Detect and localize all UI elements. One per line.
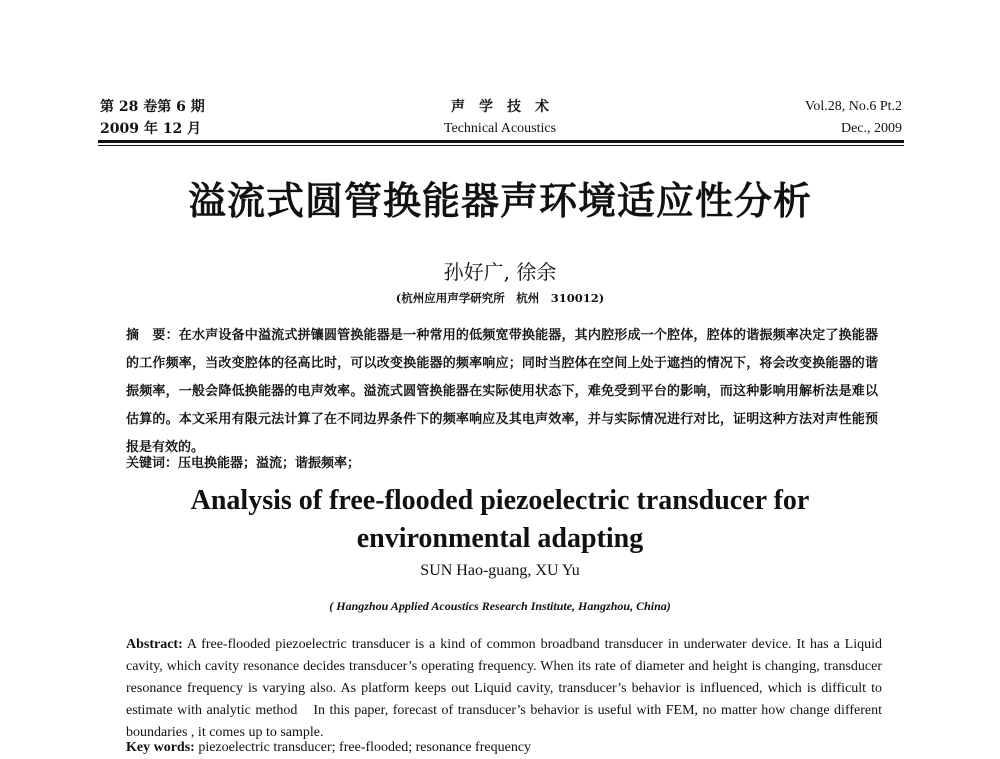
date-zh: 2009 年 12 月	[100, 121, 202, 137]
authors-zh: 孙好广, 徐余	[443, 260, 557, 284]
title-en	[0, 482, 1000, 558]
abstract-en-label: Abstract:	[126, 637, 183, 652]
keywords-en	[126, 739, 531, 757]
journal-name-zh: 声 学 技 术	[451, 99, 549, 115]
title-en-line2: environmental adapting	[356, 523, 644, 554]
keywords-en-text: piezoelectric transducer; free-flooded; resonance frequency	[194, 740, 532, 755]
title-en-line1: Analysis of free-flooded piezoelectric transducer for	[190, 485, 810, 516]
keywords-zh	[126, 452, 360, 471]
keywords-zh-text: 压电换能器；溢流；谐振频率；	[178, 456, 361, 471]
abstract-zh-text: 在水声设备中溢流式拼镶圆管换能器是一种常用的低频宽带换能器，其内腔形成一个腔体，腔体的谐振频率决定了换能器的工作频率，当改变腔体的径高比时，可以改变换能器的频率响应；同时当腔体在空间上处于遮挡的情况下，将会改变换能器的谐振频率，一般会降低换能器的电声效率。溢流式圆管换能器在实际使用状态下，难免受到平台的影响，而这种影响用解析法是难以估算的。本文采用有限元法计算了在不同边界条件下的频率响应及其电声效率，并与实际情况进行对比，证明这种方法对声性能预报是有效的。	[126, 328, 878, 455]
volume-issue-en: Vol.28, No.6 Pt.2	[805, 99, 902, 114]
affiliation-en: ( Hangzhou Applied Acoustics Research Institute, Hangzhou, China)	[329, 599, 671, 613]
abstract-zh	[126, 322, 878, 462]
keywords-zh-label: 关键词：	[126, 456, 179, 471]
abstract-zh-label: 摘 要：	[126, 328, 179, 343]
date-en: Dec., 2009	[840, 121, 902, 136]
authors-en: SUN Hao-guang, XU Yu	[420, 562, 580, 579]
affiliation-zh: (杭州应用声学研究所 杭州 310012)	[395, 291, 605, 305]
keywords-en-label: Key words:	[126, 740, 195, 755]
header-rule-thin	[98, 145, 904, 146]
journal-volume-en	[805, 96, 902, 140]
abstract-en-text: A free-flooded piezoelectric transducer is a kind of common broadband transducer in underwater device. It has a Liquid cavity, which cavity resonance decides transducer’s operating frequency. When its rate of diameter and height is changing, transducer resonance frequency is varying also. As platform keeps out Liquid cavity, transducer’s behavior is influenced, which is difficult to estimate with analytic method In this paper, forecast of transducer’s behavior is useful with FEM, no matter how change different boundaries , it comes up to sample.	[126, 637, 882, 740]
header-rule-thick	[98, 140, 904, 143]
volume-issue-zh: 第 28 卷第 6 期	[100, 99, 205, 115]
journal-name-en: Technical Acoustics	[443, 121, 557, 136]
title-zh: 溢流式圆管换能器声环境适应性分析	[187, 179, 812, 223]
abstract-en	[126, 634, 882, 744]
